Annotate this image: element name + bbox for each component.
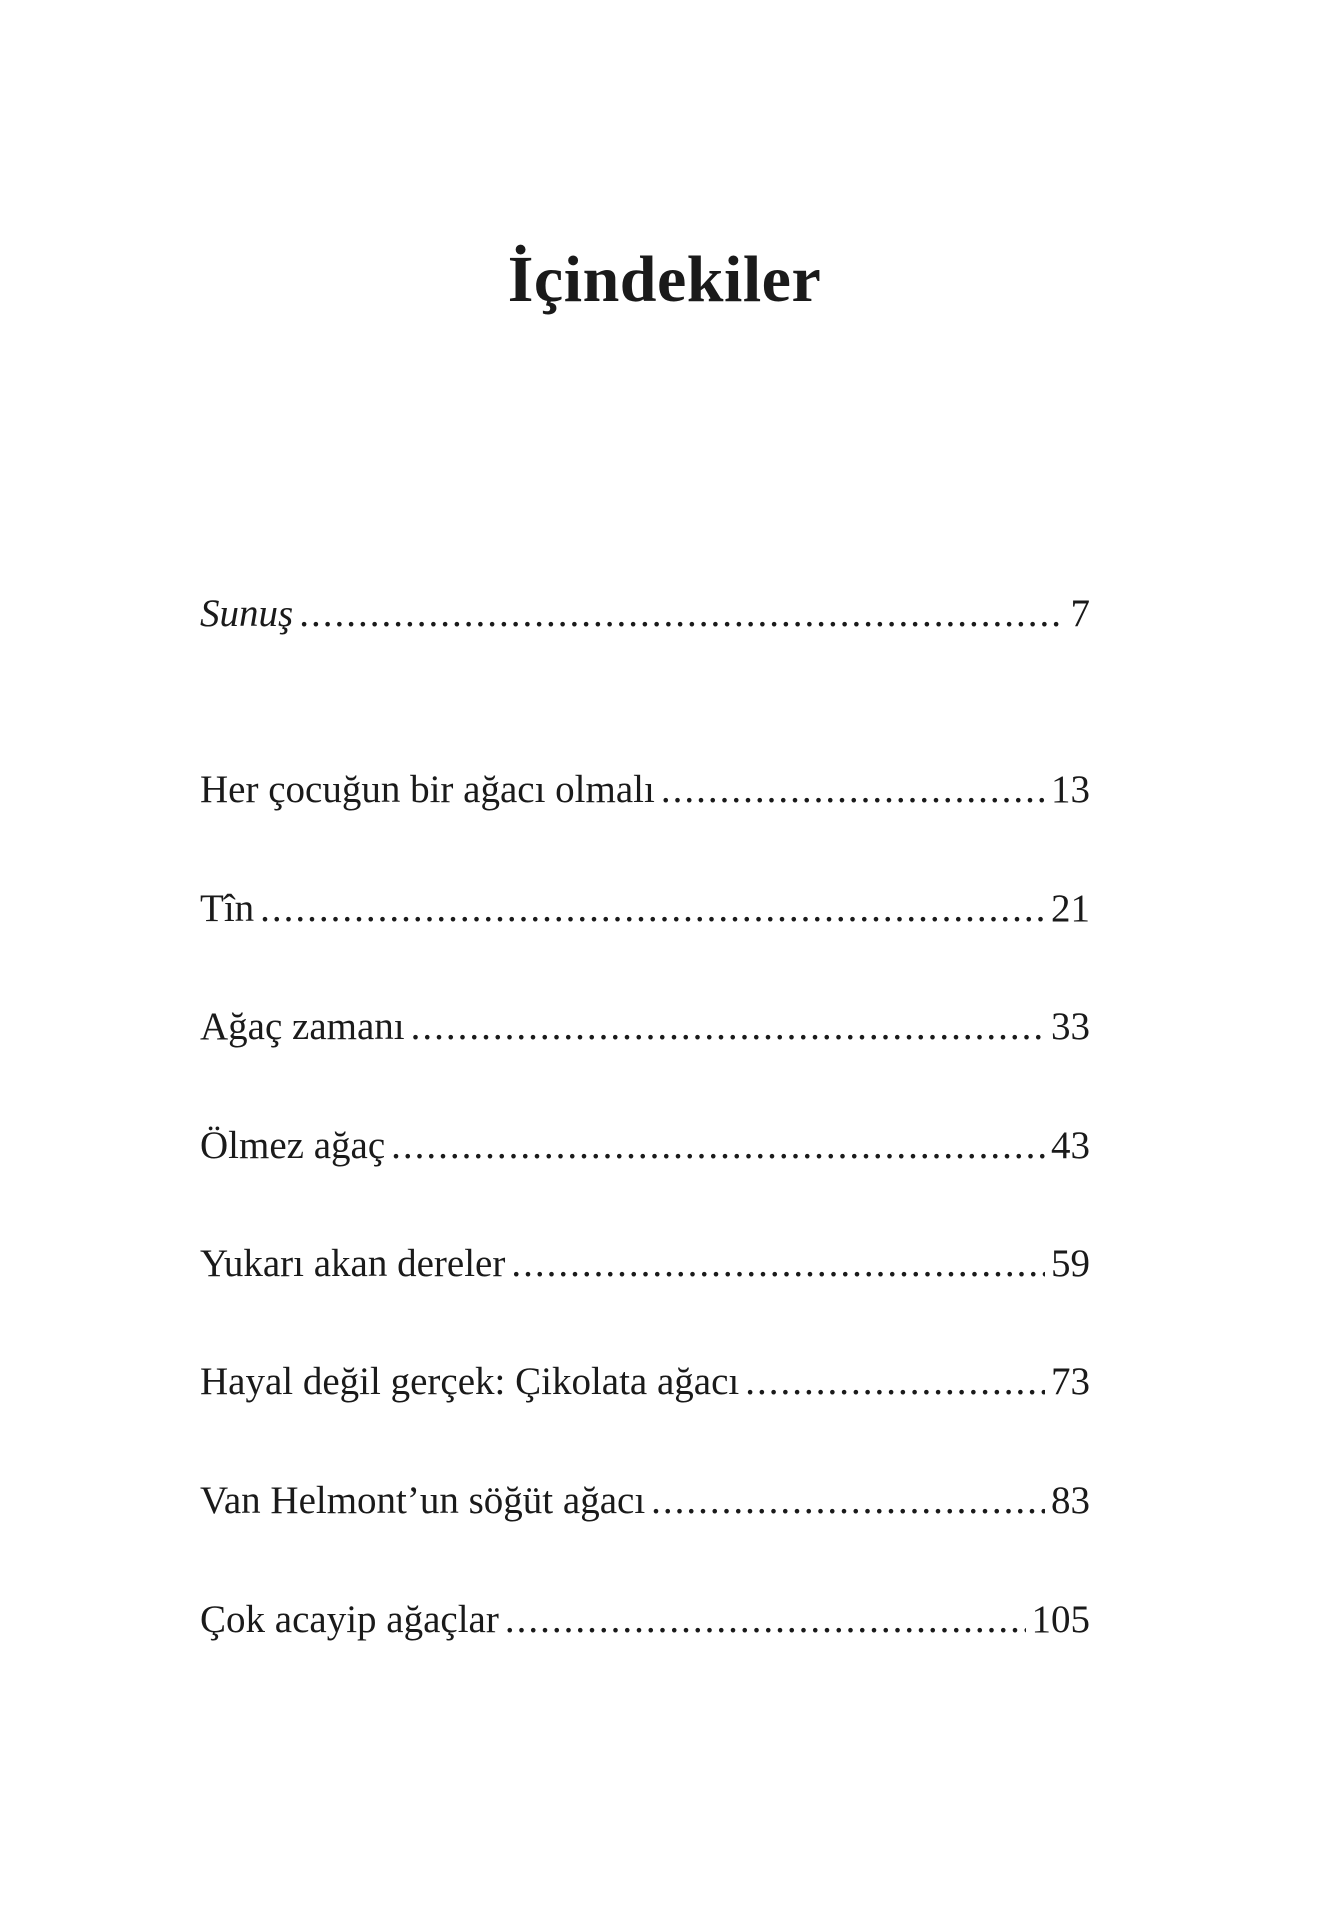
dot-leader: [391, 1116, 1045, 1176]
toc-entry-label: Her çocuğun bir ağacı olmalı: [200, 768, 655, 811]
toc-entry-page: 73: [1051, 1360, 1090, 1403]
dot-leader: [661, 760, 1045, 820]
toc-entry-page: 83: [1051, 1479, 1090, 1522]
toc-entry-label: Ağaç zamanı: [200, 1005, 405, 1048]
page-title: İçindekiler: [507, 243, 822, 316]
dot-leader: [260, 879, 1045, 939]
toc-entry-page: 105: [1031, 1598, 1090, 1641]
toc-entry[interactable]: [200, 1352, 1090, 1412]
toc-entry[interactable]: [200, 1234, 1090, 1294]
dot-leader: [505, 1590, 1026, 1650]
toc-entry-label: Van Helmont’un söğüt ağacı: [200, 1479, 646, 1522]
toc-entry-label: Çok acayip ağaçlar: [200, 1598, 499, 1641]
toc-entry-label: Ölmez ağaç: [200, 1124, 386, 1167]
toc-entry[interactable]: [200, 997, 1090, 1057]
toc-entry-page: 21: [1051, 887, 1090, 930]
toc-entry-page: 43: [1051, 1124, 1090, 1167]
toc-entry-label: Hayal değil gerçek: Çikolata ağacı: [200, 1360, 740, 1403]
dot-leader: [651, 1471, 1045, 1531]
dot-leader: [745, 1352, 1045, 1412]
toc-entry-label: Yukarı akan dereler: [200, 1242, 506, 1285]
toc-entry-page: 33: [1051, 1005, 1090, 1048]
toc-entry-page: 59: [1051, 1242, 1090, 1285]
toc-entry[interactable]: [200, 1590, 1090, 1650]
toc-entry[interactable]: [200, 1471, 1090, 1531]
dot-leader: [299, 584, 1064, 644]
toc-entry[interactable]: [200, 760, 1090, 820]
toc-entry[interactable]: [200, 879, 1090, 939]
toc-entry-page: 13: [1051, 768, 1090, 811]
toc-entry-label: Tîn: [200, 887, 255, 930]
toc-entry-label: Sunuş: [200, 592, 294, 635]
dot-leader: [411, 997, 1045, 1057]
toc-entry-page: 7: [1070, 592, 1090, 635]
dot-leader: [511, 1234, 1045, 1294]
toc-entry[interactable]: [200, 584, 1090, 644]
toc-entry[interactable]: [200, 1116, 1090, 1176]
